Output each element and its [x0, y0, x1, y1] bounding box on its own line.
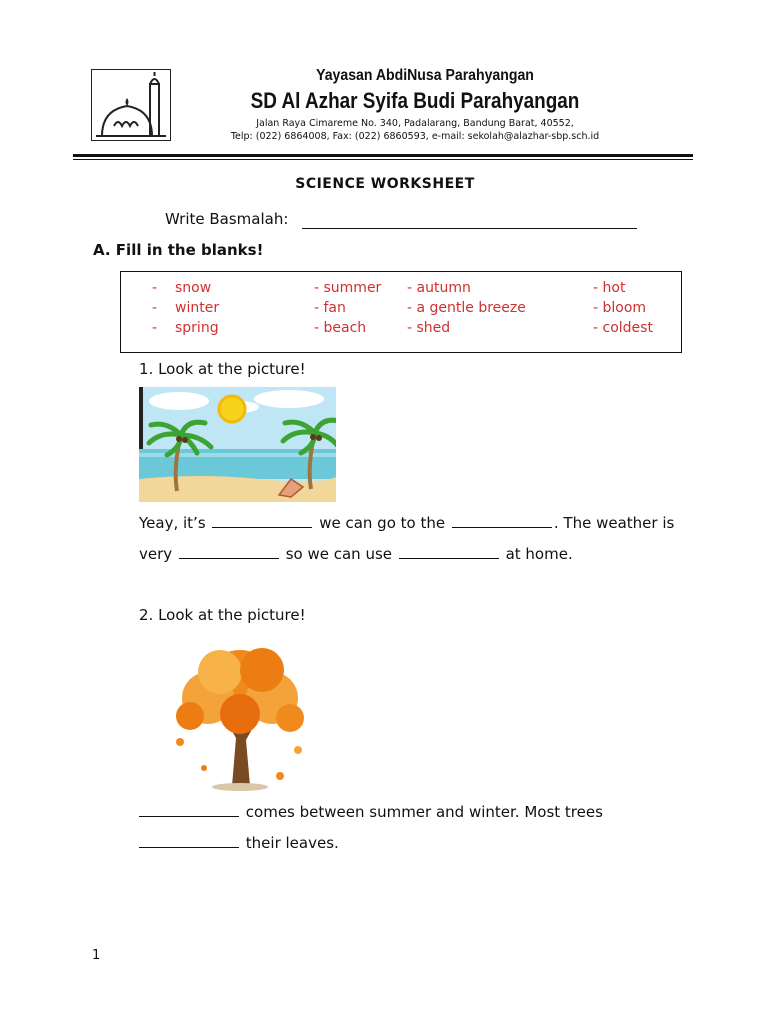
q2-line2: their leaves.: [139, 833, 339, 852]
autumn-tree-picture: [160, 638, 320, 792]
basmalah-label: Write Basmalah:: [165, 210, 289, 228]
foundation-name: Yayasan AbdiNusa Parahyangan: [316, 67, 534, 84]
q1-blank-1[interactable]: [212, 513, 312, 528]
q1-line1: Yeay, it’s we can go to the . The weather is: [139, 514, 675, 532]
worksheet-title: SCIENCE WORKSHEET: [295, 176, 475, 192]
word-item: - shed: [407, 320, 451, 336]
word-item: - a gentle breeze: [407, 300, 526, 316]
word-bank-col1: [175, 278, 219, 338]
header-rule-thin: [73, 159, 693, 160]
word-item: - coldest: [593, 320, 653, 336]
q1-line2: very so we can use at home.: [139, 545, 573, 563]
school-name: SD Al Azhar Syifa Budi Parahyangan: [250, 88, 580, 113]
word-item: - fan: [314, 300, 346, 316]
q1-blank-3[interactable]: [179, 544, 279, 559]
school-logo: [91, 69, 171, 141]
word-bank-col3: [407, 278, 526, 338]
school-address: Jalan Raya Cimareme No. 340, Padalarang, Bandung Barat, 40552,: [256, 118, 574, 129]
q2-prompt: 2. Look at the picture!: [139, 606, 306, 624]
q1-prompt: 1. Look at the picture!: [139, 360, 306, 378]
q2-line1: comes between summer and winter. Most trees: [139, 802, 603, 821]
school-contact: Telp: (022) 6864008, Fax: (022) 6860593, e-mail: sekolah@alazhar-sbp.sch.id: [230, 131, 600, 142]
word-bank-col2: [314, 278, 381, 338]
mosque-logo-icon: [92, 70, 170, 140]
word-item: - bloom: [593, 300, 647, 316]
autumn-tree-icon: [160, 638, 320, 792]
q2-blank-2[interactable]: [139, 833, 239, 848]
q1-blank-2[interactable]: [452, 513, 552, 528]
word-item: snow: [175, 280, 212, 296]
word-item: - beach: [314, 320, 367, 336]
header-rule-thick: [73, 154, 693, 157]
q2-blank-1[interactable]: [139, 802, 239, 817]
word-bank-bullets: - - -: [152, 280, 158, 336]
section-a-heading: A. Fill in the blanks!: [93, 241, 264, 259]
word-item: - hot: [593, 280, 626, 296]
word-item: - summer: [314, 280, 382, 296]
q1-blank-4[interactable]: [399, 544, 499, 559]
word-item: spring: [175, 320, 219, 336]
page-number: 1: [92, 948, 101, 963]
word-item: winter: [175, 300, 220, 316]
beach-picture: [139, 387, 336, 502]
word-item: - autumn: [407, 280, 471, 296]
word-bank-col4: [593, 278, 653, 338]
beach-scene-icon: [139, 387, 336, 502]
basmalah-answer-line[interactable]: [302, 228, 637, 229]
